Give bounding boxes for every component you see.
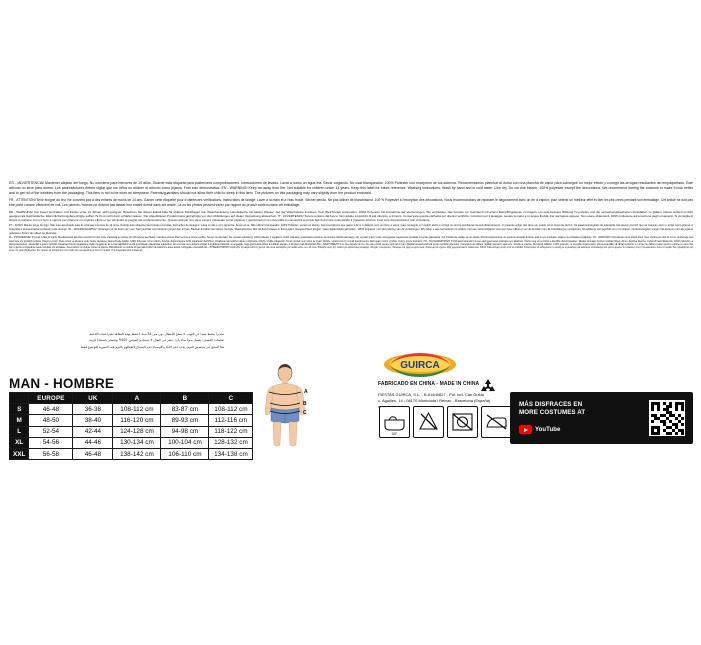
- guirca-logo: [383, 352, 457, 377]
- hand-wash-icon: [379, 406, 410, 438]
- youtube-button[interactable]: [519, 425, 560, 434]
- header-a: A: [113, 393, 161, 404]
- header-uk: UK: [73, 393, 113, 404]
- promo-text: [519, 401, 614, 418]
- figure-label-a: A: [304, 389, 308, 395]
- table-row: [10, 404, 253, 415]
- care-instructions-arabic: [9, 332, 224, 351]
- page-title: MAN - HOMBRE: [9, 376, 115, 391]
- recycle-icon: [478, 377, 498, 397]
- cell-europe: 52-54: [29, 426, 73, 437]
- cell-size: M: [10, 415, 29, 426]
- arabic-line-2: تعليمات الغسيل: يغسل يدويا بماء بارد. ينشر في الظل. لا تستخدم المبيض. 100% بوليستر باستثناء الزينة.: [88, 338, 224, 343]
- promo-subline: MORE COSTUMES AT: [519, 409, 586, 417]
- cell-size: XXL: [10, 448, 29, 459]
- cell-uk: 44-46: [73, 437, 113, 448]
- do-not-bleach-icon: [413, 406, 444, 438]
- cell-europe: 46-48: [29, 404, 73, 415]
- qr-code[interactable]: [649, 400, 685, 436]
- table-header-row: [10, 393, 253, 404]
- cell-c: 134-138 cm: [209, 448, 253, 459]
- youtube-label: YouTube: [535, 426, 561, 433]
- cell-a: 124-128 cm: [113, 426, 161, 437]
- company-name-line: FIESTAS GUIRCA, S.L. - B-61640827 - Pol. ind. Can Guida: [378, 392, 484, 397]
- figure-label-b: B: [303, 401, 307, 407]
- care-paragraph-de-it: DE - WARNUNG! Von Feuer fernhalten. Für Kinder unter 14 Jahren nicht geeignet. Bewahren Sie dieses Etikett bitte für spätere Rückfragen auf. Waschanleitung: Handwäsche mit kaltem Wasser. Auf der Wäscheleine trocknen. Kein Bleichmittel verwenden. 100% Polyester mit Ausnahme der Verzierungen. Wir empfehlen, das Kostüm vor Gebrauch mit einem Dampfbügeleisen zu bügeln, um eine bessere Wirkung zu erzielen und die verpackungsbedingten Knickfalten zu glätten. Dieser Artikel ist nicht geeignet als Nachtwäsche. Eltern/Erziehungsberechtigte sollten ihr Kind nicht darin schlafen lassen. Die abgebildeten Produkt kann geringfügig von den Abbildungen auf dieser Verpackung abweichen. IT - AVVERTENZA! Tenere lontano dal fuoco. Non adatto a bambini di età inferiore a 14 anni. Conservare questa etichetta per ulteriori verifiche. Istruzioni per il lavaggio: Lavare à mano e in acqua fredda. Far asciugare appeso. Non usare sbiancanti. 100% poliestere ad eccezione degli ornamenti. Si consiglia di stirare il costume con un ferro a vapore per ottenere un migliore effetto e per eliminare le pieghe del confezionamento. Questo articolo non deve essere indossato come pigiama. I genitori/tutori non dovrebbero consentire a porpio figli di dormire indossando il presente articolo. Foto solo dimostrativa e non vincolante.: [9, 209, 693, 223]
- size-chart-table: [9, 392, 253, 460]
- cell-c: 108-112 cm: [209, 404, 253, 415]
- care-paragraph-fr: FR - ATTENTION! Tenir éloigné du feu. Ne convient pas à des enfants de moins de 14 ans. Garder cette étiquette pour d'ultérieures vérifications. Instructions de lavage: Laver à la main et à l'eau froide. Sécher pendu. Ne pas utiliser de blanchisseur. 100 % Polyester à l'exception des décorations. Nous recommandons de repasser le déguisement avec un fer à vapeur, pour obtenir un meilleur effet et ôter les plis créés pendant son emballage. Cet article ne doit pas être porté comme vêtement de nuit. Les parents / tuteurs ne doivent pas laisser leur enfant dormir dans cet article. La ou les photos peuvent varier par rapport au produit contenu dans cet emballage.: [9, 198, 693, 207]
- arabic-line-1: تحذير! يحفظ بعيدا عن اللهب. لا يصلح للأطفال دون سن 14 سنة. احتفظ بهذه البطاقة للمراجعات اللاحقة.: [88, 332, 224, 336]
- cell-uk: 42-44: [73, 426, 113, 437]
- cell-b: 106-110 cm: [161, 448, 209, 459]
- cell-europe: 56-58: [29, 448, 73, 459]
- care-paragraph-pt-nl: PT - AVISO! Manter longe do fogo. Não esta apropriado para as crianças menores de 14 anos. Guarde esta etiqueta para futuras consultas. Instruções de lavagem: Lavar à mão e com água fria. Secar ao ar. Não utilizar branqueador. 100% Poliéster, exceto os efeitos. Recomendamos que passe a ferro o disfarce com um ferro a vapor, para conseguir um melhor efeito e corrigir os vincos resultantes do acondicionamento. O presente artigo não deve ser usado como roupa de dormir. Os pais/encarregados de educação não devem permitir que as crianças usem o artigo como pijama. A fotografia é demonstrativa conteúdo pode divergir. NL - WAARSCHUWING! Ophangen uit de buurt van vuur. Niet geschikt voor kinderen jonger dan 14 jaar. Bewaar dit label voor latere controle. Wasinstructies: Met de hand wassen in koud water. Hangend laten drogen. Geen bleekmiddel gebruiken. 100% polyester met uitzondering van de versieringen. Wij raden u aan het kostuum te strijken met een stoomstrijkijzer voor een beter effect en om de kreuken van de verpakking te verwijderen. Dit artikel is niet geschikt om in te slapen. Ouders/voogden mogen het kostuum niet als pyjama gebruiken. Foto's zijn alleen ter illustratie.: [9, 224, 693, 235]
- cell-size: S: [10, 404, 29, 415]
- cell-uk: 46-48: [73, 448, 113, 459]
- youtube-icon: [519, 425, 532, 434]
- arabic-line-3: هذا المنتج غير مخصص للنوم. يجب على الآباء والأوصياء عدم السماح لأطفالهم بالنوم فيه. الصورة للتوضيح فقط.: [79, 344, 224, 349]
- care-paragraph-es-en: ES - ¡ADVERTENCIA! Mantener alejado del fuego. No conviene para menores de 14 años. Guarde esta etiqueta para posteriores comprobaciones. Instrucciones de lavado: Lavar a mano un agua fria. Secar colgando. No usar blanqueador. 100% Poliester con excepción de los adornos. Recomendamos planchar al dorso con una plancha de vapor para conseguir un mejor efecto y corregir las arrugas resultantes del empaquetado. Este artículo no sirve para dormir. Los padres/tutores deben vigilar que los niños no utilicen el artículo como pijama. Foto sólo demostrativa. EN - WARNING! Keep far away from fire. Not suitable for children under 14 years. Keep this label for future reference. Washing instructions: Wash by hand and in cold water. Line dry. Do not use bleach. 100% polyester except the decorations. We recommend ironing the costume to make it look better and to get rid of the wrinkles from the packaging. This item is not to be worn as sleepwear. Parents/guardians should not allow their child to sleep in this item. The pictures on this packaging may vary slightly from the product enclosed.: [9, 181, 693, 196]
- measurement-figure: [242, 362, 328, 448]
- care-paragraph-other-langs: PL - OSTRZEŻENIE! Trzymać z dala od ognia. Nieodpowiedni dla dzieci poniżej 14 roku życia. Zachowaj tę etykietę do późniejszej weryfikacji. Instrukcja prania: Prać ręcznie w zimnej wodzie. Suszyć na wieszaku. Nie używać wybielaczy. 100% poliester z wyjątkiem ozdób. Zalecamy prasowanie kostiumu za pomocą żelazka parowego, aby uzyskać lepszy efekt i skorygować zagniecenia powstałe w wyniku pakowania. Ten produkt nie nadaje się do spania. Rodzice/opiekunowie nie powinni pozwalać dziecku spać w tym produkcie. Zdjęcie ma charakter poglądowy. CS - VAROVÁNÍ! Uchovávejte mimo dosah ohně. Není vhodné pro děti do 14 let. Uschovejte tuto informace pro pozdější potřebu. Pokyny k praní: Perte ručně ve studené vodě. Sušte zavěšené. Nepoužívejte bělidlo. 100% Polyester mimo ozdoby. Kostým doporučujeme žehlit napařovací žehličkou, dosáhnete tak lepšího efektu a odstraníte záhyby vzniklé zabalením. Tento výrobek není určen ke spaní. Rodiče / opatrovníci by neměli dovolit svému dítěti spát v tomto výrobku. Foto je pouze ilustrační. HU - FIGYELMEZTETÉS! Tűztől távol tartandó! 14 éven aluli gyermekek számára nem alkalmas. Őrizze meg ezt a címkét a későbbi ellenőrzésekhez. Mosási útmutató: Kézzel mosható hideg vízben. Szárítsa kiterítve. Fehérítő használata tilos. 100% poliészter, a díszek kivételével. Javasoljuk a jelmez gőzölős vasalóval történő vasalását a szebb megjelenés és a csomagolásból eredő gyűrődések eltávolítása érdekében. Ez a termék nem alvásra szolgál. A szülők/gondviselők ne engedjék, hogy gyermekük ebben a ruhában aludjon. A fénykép csak illusztráció. RO - AVERTISMENT! A se ține departe de foc. Nu este potrivit pentru copii sub 14 ani. Păstrați această etichetă pentru verificări ulterioare. Instrucțiuni de spălare: Spălați manual în apă rece. Uscați pe umeraș. Nu folosiți înălbitor. 100% poliester, cu excepția ornamentelor. Vă recomandăm să călcați costumul cu un fier de călcat cu aburi pentru a obține un efect mai bun și pentru a îndepărta cutele rezultate din ambalare. Acest articol nu trebuie purtat ca pijama. Părinții/tutorii nu trebuie să permită copiilor să doarmă în acest articol. Fotografie orientativă. EL - ΠΡΟΕΙΔΟΠΟΙΗΣΗ! Κρατήστε το μακριά από τη φωτιά. Δεν είναι κατάλληλο για παιδιά κάτω των 14 ετών. Φυλάξτε αυτή την ετικέτα για μελλοντική αναφορά. Οδηγίες πλυσίματος: Πλύσιμο στο χέρι με κρύο νερό. Στέγνωμα σε σχοινί. Μην χρησιμοποιείτε λευκαντικό. 100% πολυεστέρας εκτός από τα στολίδια. Συνιστούμε να σιδερώσετε τη στολή με ατμοσίδερο για καλύτερο αποτέλεσμα και για να φύγουν οι τσακίσεις από τη συσκευασία. Αυτό το προϊόν δεν προορίζεται για ύπνο. Οι γονείς/κηδεμόνες δεν πρέπει να επιτρέπουν στο παιδί τους να κοιμάται με αυτό το προϊόν. Η φωτογραφία είναι ενδεικτική.: [9, 237, 693, 253]
- table-row: [10, 415, 253, 426]
- header-size: [10, 393, 29, 404]
- table-row: [10, 448, 253, 459]
- cell-size: L: [10, 426, 29, 437]
- header-europe: EUROPE: [29, 393, 73, 404]
- cell-uk: 38-40: [73, 415, 113, 426]
- cell-b: 89-93 cm: [161, 415, 209, 426]
- company-address-line: c. Aguilles, 14 - 08170 Montcada i Reixac - Barcelona (España): [378, 398, 491, 403]
- cell-uk: 36-38: [73, 404, 113, 415]
- svg-text:30°: 30°: [391, 431, 398, 436]
- cell-a: 108-112 cm: [113, 404, 161, 415]
- cell-b: 83-87 cm: [161, 404, 209, 415]
- care-instructions-block: [9, 181, 693, 255]
- table-row: [10, 426, 253, 437]
- header-b: B: [161, 393, 209, 404]
- cell-b: 94-98 cm: [161, 426, 209, 437]
- cell-europe: 54-56: [29, 437, 73, 448]
- cell-a: 130-134 cm: [113, 437, 161, 448]
- cell-c: 118-122 cm: [209, 426, 253, 437]
- table-row: [10, 437, 253, 448]
- cell-c: 112-116 cm: [209, 415, 253, 426]
- do-not-iron-icon: [481, 406, 512, 438]
- logo-text: GUIRCA: [400, 360, 440, 371]
- promo-headline: MÁS DISFRACES EN: [519, 401, 583, 408]
- cell-europe: 48-50: [29, 415, 73, 426]
- figure-label-c: C: [303, 410, 307, 416]
- header-c: C: [209, 393, 253, 404]
- made-in-text: FABRICADO EN CHINA - MADE IN CHINA: [378, 381, 480, 387]
- qr-grid: [651, 402, 684, 435]
- cell-a: 116-120 cm: [113, 415, 161, 426]
- cell-c: 128-132 cm: [209, 437, 253, 448]
- cell-size: XL: [10, 437, 29, 448]
- cell-b: 100-104 cm: [161, 437, 209, 448]
- do-not-tumble-dry-icon: [447, 406, 478, 438]
- promo-box: [510, 392, 693, 444]
- cell-a: 138-142 cm: [113, 448, 161, 459]
